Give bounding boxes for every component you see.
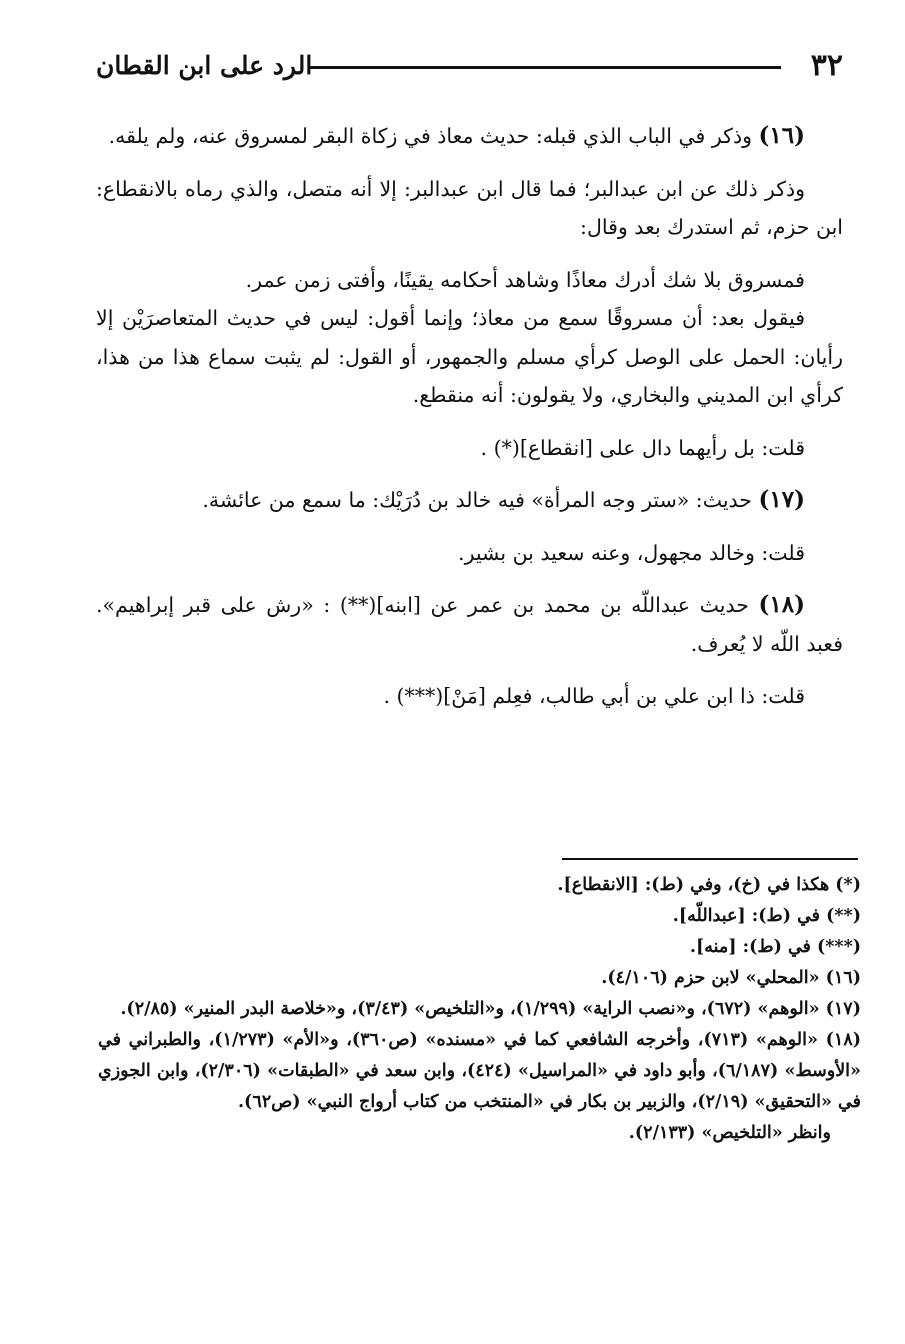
header-rule <box>308 66 781 69</box>
paragraph-text: حديث: «ستر وجه المرأة» فيه خالد بن دُرَيْك: ما سمع من عائشة. <box>202 488 759 512</box>
footnotes <box>98 870 861 1149</box>
footnote: (***) في (ط): [منه]. <box>689 937 861 957</box>
entry-number: (١٧) <box>758 486 805 513</box>
paragraph-17 <box>96 481 843 520</box>
paragraph: قلت: وخالد مجهول، وعنه سعيد بن بشير. <box>458 540 805 565</box>
footnote: وانظر «التلخيص» (٢/١٣٣). <box>628 1123 831 1143</box>
paragraph: وذكر ذلك عن ابن عبدالبر؛ فما قال ابن عبدالبر: إلا أنه متصل، والذي رماه بالانقطاع: ابن حزم، ثم استدرك بعد وقال: <box>96 176 843 239</box>
footnote: (١٨) «الوهم» (٧١٣)، وأخرجه الشافعي كما في «مسنده» (ص٣٦٠)، و«الأم» (١/٢٧٣)، والطبراني في «الأوسط» (٦/١٨٧)، وأبو داود في «المراسيل» (٤٢٤)، وابن سعد في «الطبقات» (٢/٣٠٦)، وابن الجوزي في «التحقيق» (٢/١٩)، والزبير بن بكار في «المنتخب من كتاب أرواج النبي» (ص٦٢). <box>98 1030 862 1112</box>
footnote: (١٧) «الوهم» (٦٧٢)، و«نصب الراية» (١/٢٩٩)، و«التلخيص» (٣/٤٣)، و«خلاصة البدر المنير» (٢/٨٥). <box>120 999 861 1019</box>
entry-number: (١٦) <box>758 122 805 149</box>
footnote: (**) في (ط): [عبداللّه]. <box>672 906 861 926</box>
page-header <box>96 46 843 86</box>
paragraph-text: وذكر في الباب الذي قبله: حديث معاذ في زكاة البقر لمسروق عنه، ولم يلقه. <box>108 124 759 148</box>
paragraph-text: حديث عبداللّه بن محمد بن عمر عن [ابنه](**) : «رش على قبر إبراهيم». فعبد اللّه لا يُعرف. <box>96 593 843 656</box>
page-number: ٣٢ <box>810 48 843 83</box>
paragraph: قلت: ذا ابن علي بن أبي طالب، فعِلم [مَنْ](***) . <box>383 684 805 708</box>
paragraph-18 <box>96 586 843 663</box>
paragraph-16 <box>96 117 843 156</box>
paragraph: فيقول بعد: أن مسروقًا سمع من معاذ؛ وإنما أقول: ليس في حديث المتعاصرَيْن إلا رأيان: الحمل على الوصل كرأي مسلم والجمهور، أو القول: لم يثبت سماع هذا من هذا، كرأي ابن المديني والبخاري، ولا يقولون: أنه منقطع. <box>96 306 843 407</box>
entry-number: (١٨) <box>758 591 805 618</box>
footnote-rule <box>562 858 858 860</box>
footnote: (١٦) «المحلي» لابن حزم (٤/١٠٦). <box>601 968 861 988</box>
paragraph: فمسروق بلا شك أدرك معاذًا وشاهد أحكامه يقينًا، وأفتى زمن عمر. <box>245 267 805 292</box>
footnote: (*) هكذا في (خ)، وفي (ط): [الانقطاع]. <box>557 875 861 895</box>
running-title: الرد على ابن القطان <box>96 51 313 80</box>
paragraph: قلت: بل رأيهما دال على [انقطاع](*) . <box>480 435 805 460</box>
main-text <box>96 117 843 716</box>
